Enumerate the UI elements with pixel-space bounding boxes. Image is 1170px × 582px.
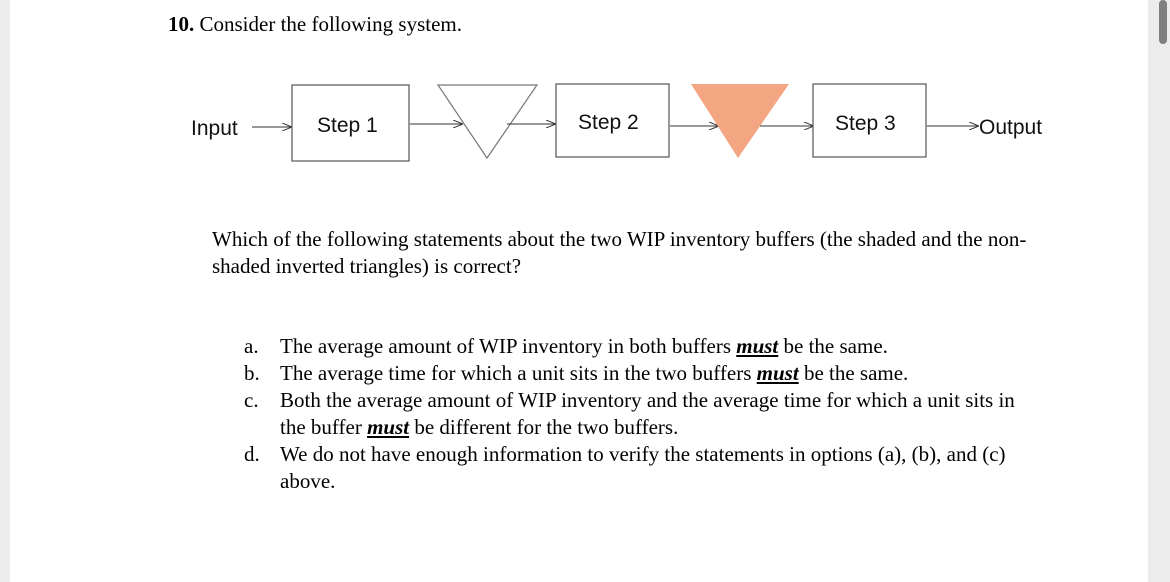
option-text: The average amount of WIP inventory in both buffers <box>280 334 737 358</box>
option-emphasis: must <box>736 334 779 358</box>
option-emphasis: must <box>756 361 799 385</box>
question-prompt: Which of the following statements about the two WIP inventory buffers (the shaded and the non-shaded inverted triangles) is correct? <box>212 227 1027 278</box>
option-text-end: be the same. <box>798 361 909 385</box>
option-b[interactable] <box>244 360 1044 387</box>
option-text: Both the average amount of WIP inventory and the average time for which a unit sits in the buffer <box>280 388 1015 439</box>
option-letter: c. <box>244 388 259 412</box>
option-emphasis: must <box>367 415 410 439</box>
input-label: Input <box>191 117 238 140</box>
step2-label: Step 2 <box>578 111 639 134</box>
option-text-end: be different for the two buffers. <box>409 415 679 439</box>
buffer-shaded-triangle <box>691 84 789 158</box>
option-letter: d. <box>244 442 260 466</box>
process-flow-diagram <box>0 0 1170 200</box>
option-a[interactable] <box>244 333 1044 360</box>
output-label: Output <box>979 116 1043 139</box>
option-c[interactable] <box>244 387 1044 441</box>
option-text: The average time for which a unit sits in the two buffers <box>280 361 757 385</box>
question-number: 10. <box>168 12 195 36</box>
buffer-unshaded-triangle <box>438 85 537 158</box>
option-d[interactable] <box>244 441 1044 495</box>
option-letter: a. <box>244 334 259 358</box>
option-letter: b. <box>244 361 260 385</box>
option-text: We do not have enough information to verify the statements in options (a), (b), and (c) above. <box>280 442 1006 493</box>
question-text: Consider the following system. <box>199 12 462 36</box>
option-text-end: be the same. <box>778 334 888 358</box>
step3-label: Step 3 <box>835 112 896 135</box>
step1-label: Step 1 <box>317 114 378 137</box>
answer-options <box>244 333 1044 495</box>
